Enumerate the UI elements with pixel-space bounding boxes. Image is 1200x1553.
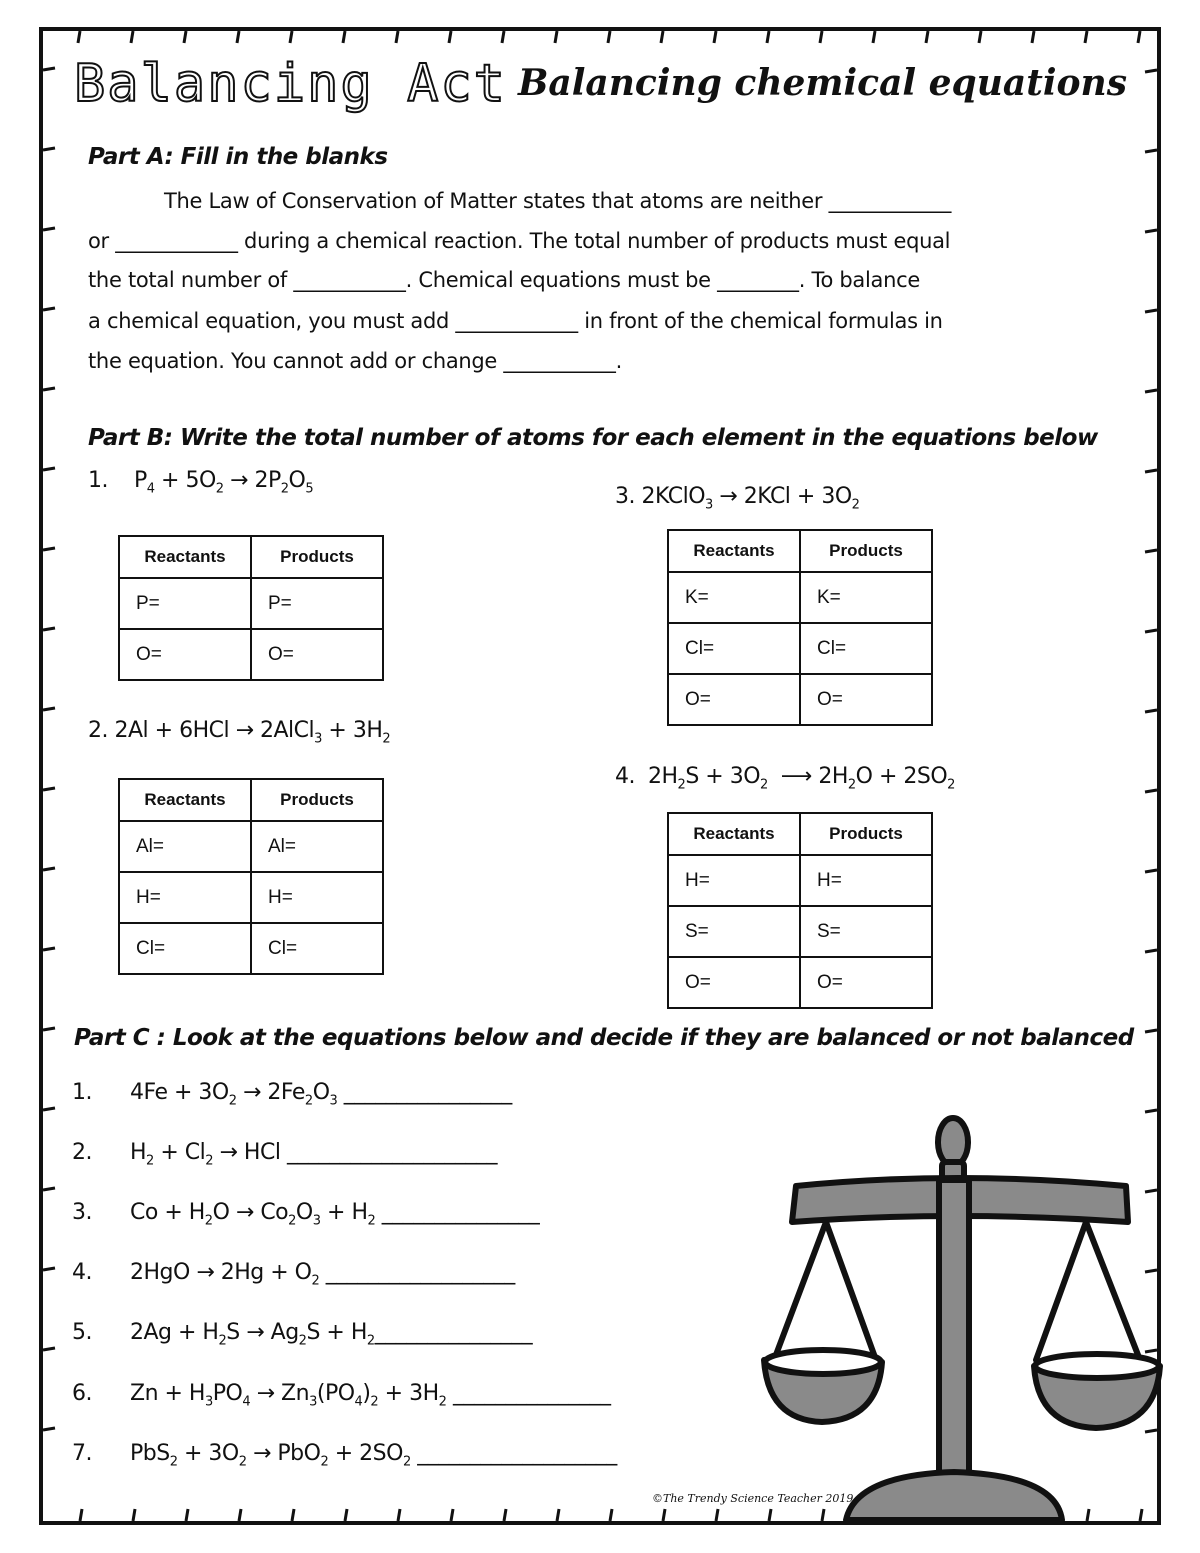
reactant-cell[interactable]: Cl= xyxy=(668,623,800,674)
frame-tick xyxy=(557,1509,559,1521)
part-c-number: 6. xyxy=(72,1381,92,1406)
part-a-line-4: a chemical equation, you must add ____________ in front of the chemical formulas in xyxy=(88,309,943,333)
frame-tick xyxy=(873,31,875,43)
frame-tick xyxy=(1145,470,1157,472)
frame-tick xyxy=(43,148,55,150)
worksheet-title-script: Balancing chemical equations xyxy=(518,62,1127,104)
frame-tick xyxy=(1145,70,1157,72)
frame-tick xyxy=(78,31,80,43)
product-cell[interactable]: O= xyxy=(800,957,932,1008)
frame-tick xyxy=(716,1509,718,1521)
atom-table-2 xyxy=(118,778,384,975)
balance-scale-icon xyxy=(756,1110,1166,1530)
frame-tick xyxy=(1145,870,1157,872)
products-header: Products xyxy=(251,536,383,578)
reactant-cell[interactable]: H= xyxy=(119,872,251,923)
frame-tick xyxy=(608,31,610,43)
frame-tick xyxy=(1145,710,1157,712)
part-b-number-4: 4. xyxy=(615,764,635,789)
products-header: Products xyxy=(800,530,932,572)
copyright-text: ©The Trendy Science Teacher 2019 xyxy=(652,1492,854,1505)
frame-tick xyxy=(1145,950,1157,952)
frame-tick xyxy=(663,1509,665,1521)
frame-tick xyxy=(43,708,55,710)
product-cell[interactable]: H= xyxy=(800,855,932,906)
reactant-cell[interactable]: H= xyxy=(668,855,800,906)
part-a-line-2: or ____________ during a chemical reaction. The total number of products must equal xyxy=(88,229,951,253)
part-c-number: 1. xyxy=(72,1080,92,1105)
worksheet-title-outline: Balancing Act xyxy=(74,54,507,114)
part-c-blank[interactable]: _______________ xyxy=(374,1320,533,1345)
part-c-blank[interactable]: __________________ xyxy=(325,1260,515,1285)
frame-tick xyxy=(43,548,55,550)
frame-tick xyxy=(43,468,55,470)
frame-tick xyxy=(43,948,55,950)
part-c-number: 7. xyxy=(72,1441,92,1466)
product-cell[interactable]: Al= xyxy=(251,821,383,872)
part-c-item-6: 6. $Zn + H_3PO_4 \to Zn_3(PO_4)_2 + 3H_2$ _______________ xyxy=(72,1381,611,1410)
reactant-cell[interactable]: Al= xyxy=(119,821,251,872)
frame-tick xyxy=(979,31,981,43)
frame-tick xyxy=(43,1348,55,1350)
frame-tick xyxy=(451,1509,453,1521)
reactants-header: Reactants xyxy=(119,779,251,821)
frame-tick xyxy=(1145,1030,1157,1032)
frame-tick xyxy=(186,1509,188,1521)
frame-tick xyxy=(43,628,55,630)
frame-tick xyxy=(449,31,451,43)
part-c-blank[interactable]: ____________________ xyxy=(286,1140,497,1165)
frame-tick xyxy=(43,1268,55,1270)
products-header: Products xyxy=(800,813,932,855)
frame-tick xyxy=(43,868,55,870)
part-c-item-7: 7. $PbS_2 + 3O_2 \to PbO_2 + 2SO_2$ ___________________ xyxy=(72,1441,617,1470)
frame-tick xyxy=(43,68,55,70)
frame-tick xyxy=(43,1428,55,1430)
part-c-heading: Part C : Look at the equations below and decide if they are balanced or not balanced xyxy=(74,1025,1134,1051)
part-a-line-3: the total number of ___________. Chemical equations must be ________. To balance xyxy=(88,268,920,292)
frame-tick xyxy=(237,31,239,43)
frame-tick xyxy=(43,228,55,230)
reactant-cell[interactable]: P= xyxy=(119,578,251,629)
frame-tick xyxy=(1145,390,1157,392)
frame-tick xyxy=(1145,230,1157,232)
frame-tick xyxy=(1085,31,1087,43)
frame-tick xyxy=(820,31,822,43)
product-cell[interactable]: O= xyxy=(800,674,932,725)
part-c-item-4: 4. $2HgO \to 2Hg + O_2$ __________________ xyxy=(72,1260,515,1289)
frame-tick xyxy=(1138,31,1140,43)
part-a-line-1: The Law of Conservation of Matter states that atoms are neither ____________ xyxy=(164,189,952,213)
part-a-line-5: the equation. You cannot add or change ___________. xyxy=(88,349,623,373)
part-c-item-1: 1. $4Fe + 3O_2 \to 2Fe_2O_3$ ________________ xyxy=(72,1080,512,1109)
part-c-number: 2. xyxy=(72,1140,92,1165)
product-cell[interactable]: Cl= xyxy=(251,923,383,974)
part-c-item-3: 3. $Co + H_2O \to Co_2O_3 + H_2$ _______________ xyxy=(72,1200,540,1229)
reactants-header: Reactants xyxy=(119,536,251,578)
frame-tick xyxy=(1032,31,1034,43)
frame-tick xyxy=(43,308,55,310)
part-b-equation-2: 2. 2Al + 6HCl → 2AlCl$_3$ + $3H_2$ xyxy=(88,718,391,747)
part-c-number: 3. xyxy=(72,1200,92,1225)
frame-tick xyxy=(43,788,55,790)
product-cell[interactable]: O= xyxy=(251,629,383,680)
atom-table-1 xyxy=(118,535,384,681)
frame-tick xyxy=(184,31,186,43)
frame-tick xyxy=(926,31,928,43)
part-b-equation-4: 4. $2H_2S + 3O_2$ ⟶ $2H_2O + 2SO_2$ xyxy=(615,764,955,793)
frame-tick xyxy=(131,31,133,43)
frame-tick xyxy=(1145,630,1157,632)
reactant-cell[interactable]: Cl= xyxy=(119,923,251,974)
atom-table-4 xyxy=(667,812,933,1009)
part-c-item-5: 5. $2Ag + H_2S \to Ag_2S$ + $H_2\_\_\_\_\_\_\_\_\_\_\_\_\_\_\_$ xyxy=(72,1320,533,1349)
part-a-heading: Part A: Fill in the blanks xyxy=(88,144,388,170)
frame-tick xyxy=(43,1108,55,1110)
reactant-cell[interactable]: O= xyxy=(668,674,800,725)
reactant-cell[interactable]: K= xyxy=(668,572,800,623)
product-cell[interactable]: K= xyxy=(800,572,932,623)
frame-tick xyxy=(343,31,345,43)
part-b-equation-1: 1. $P_4 + 5O_2 \to 2P_2O_5$ xyxy=(88,468,314,497)
frame-tick xyxy=(43,388,55,390)
frame-tick xyxy=(714,31,716,43)
atom-table-3 xyxy=(667,529,933,726)
frame-tick xyxy=(767,31,769,43)
frame-tick xyxy=(1145,310,1157,312)
frame-tick xyxy=(1145,550,1157,552)
frame-tick xyxy=(1145,790,1157,792)
frame-tick xyxy=(398,1509,400,1521)
part-b-number-2: 2. xyxy=(88,718,108,743)
frame-tick xyxy=(239,1509,241,1521)
product-cell[interactable]: Cl= xyxy=(800,623,932,674)
products-header: Products xyxy=(251,779,383,821)
frame-tick xyxy=(133,1509,135,1521)
product-cell[interactable]: H= xyxy=(251,872,383,923)
part-c-blank[interactable]: ___________________ xyxy=(417,1441,617,1466)
reactant-cell[interactable]: O= xyxy=(119,629,251,680)
part-b-number-3: 3. xyxy=(615,484,635,509)
frame-tick xyxy=(555,31,557,43)
part-c-number: 5. xyxy=(72,1320,92,1345)
frame-tick xyxy=(502,31,504,43)
frame-tick xyxy=(290,31,292,43)
part-c-number: 4. xyxy=(72,1260,92,1285)
part-b-heading: Part B: Write the total number of atoms for each element in the equations below xyxy=(88,425,1098,451)
reactant-cell[interactable]: O= xyxy=(668,957,800,1008)
part-c-blank[interactable]: ________________ xyxy=(343,1080,512,1105)
frame-tick xyxy=(1145,150,1157,152)
frame-tick xyxy=(661,31,663,43)
frame-tick xyxy=(396,31,398,43)
product-cell[interactable]: S= xyxy=(800,906,932,957)
part-b-number-1: 1. xyxy=(88,468,108,493)
frame-tick xyxy=(345,1509,347,1521)
product-cell[interactable]: P= xyxy=(251,578,383,629)
reactants-header: Reactants xyxy=(668,813,800,855)
frame-tick xyxy=(504,1509,506,1521)
frame-tick xyxy=(43,1188,55,1190)
reactants-header: Reactants xyxy=(668,530,800,572)
part-b-equation-3: 3. 2KClO$_3$ → $2KCl + 3O_2$ xyxy=(615,484,860,513)
frame-tick xyxy=(43,1028,55,1030)
frame-tick xyxy=(80,1509,82,1521)
reactant-cell[interactable]: S= xyxy=(668,906,800,957)
frame-tick xyxy=(292,1509,294,1521)
part-c-blank[interactable]: _______________ xyxy=(381,1200,540,1225)
frame-tick xyxy=(610,1509,612,1521)
part-c-blank[interactable]: _______________ xyxy=(452,1381,611,1406)
part-c-item-2: 2. $H_2 + Cl_2$ → HCl ____________________ xyxy=(72,1140,497,1169)
